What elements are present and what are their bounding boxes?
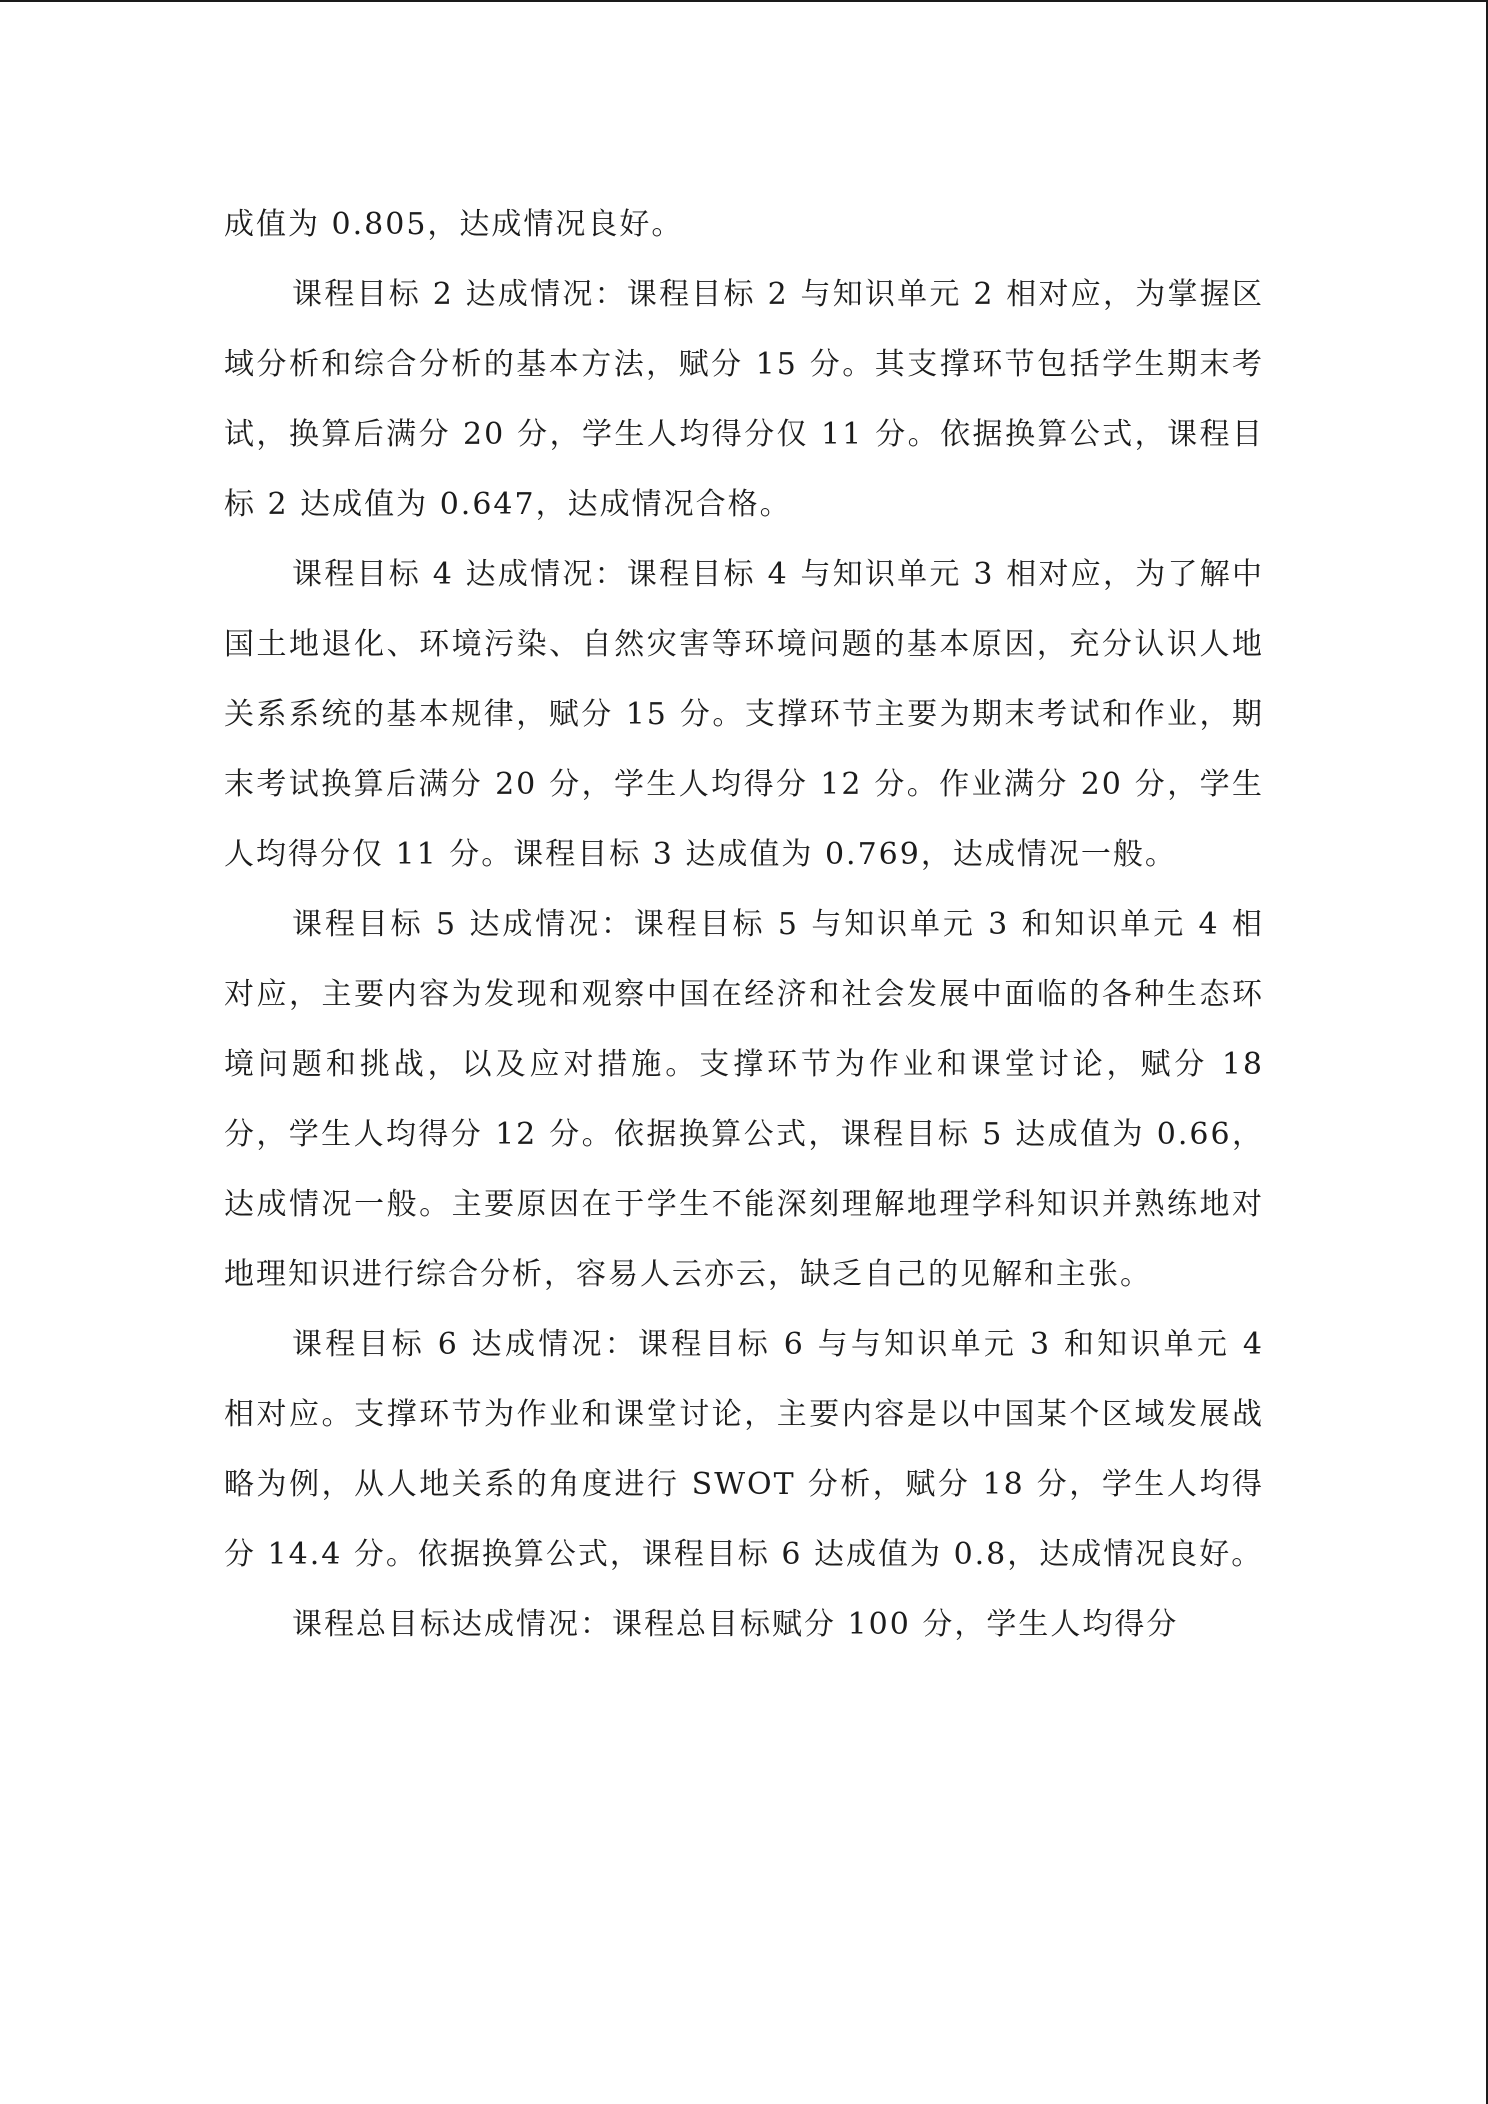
- paragraph-objective-5: 课程目标 5 达成情况：课程目标 5 与知识单元 3 和知识单元 4 相对应，主要内容为发现和观察中国在经济和社会发展中面临的各种生态环境问题和挑战，以及应对措施。支撑环节为作业和课堂讨论，赋分 18 分，学生人均得分 12 分。依据换算公式，课程目标 5 达成值为 0.66，达成情况一般。主要原因在于学生不能深刻理解地理学科知识并熟练地对地理知识进行综合分析，容易人云亦云，缺乏自己的见解和主张。: [224, 907, 1264, 1292]
- paragraph-objective-2: 课程目标 2 达成情况：课程目标 2 与知识单元 2 相对应，为掌握区域分析和综合分析的基本方法，赋分 15 分。其支撑环节包括学生期末考试，换算后满分 20 分，学生人均得分仅 11 分。依据换算公式，课程目标 2 达成值为 0.647，达成情况合格。: [224, 277, 1264, 522]
- document-body: [224, 190, 1264, 1660]
- paragraph-objective-1-ending: 成值为 0.805，达成情况良好。: [224, 207, 684, 242]
- paragraph-objective-4: 课程目标 4 达成情况：课程目标 4 与知识单元 3 相对应，为了解中国土地退化、环境污染、自然灾害等环境问题的基本原因，充分认识人地关系系统的基本规律，赋分 15 分。支撑环节主要为期末考试和作业，期末考试换算后满分 20 分，学生人均得分 12 分。作业满分 20 分，学生人均得分仅 11 分。课程目标 3 达成值为 0.769，达成情况一般。: [224, 557, 1264, 872]
- paragraph-objective-6: 课程目标 6 达成情况：课程目标 6 与与知识单元 3 和知识单元 4 相对应。支撑环节为作业和课堂讨论，主要内容是以中国某个区域发展战略为例，从人地关系的角度进行 SWOT 分析，赋分 18 分，学生人均得分 14.4 分。依据换算公式，课程目标 6 达成值为 0.8，达成情况良好。: [224, 1327, 1264, 1572]
- paragraph-overall-objective: 课程总目标达成情况：课程总目标赋分 100 分，学生人均得分: [292, 1607, 1179, 1642]
